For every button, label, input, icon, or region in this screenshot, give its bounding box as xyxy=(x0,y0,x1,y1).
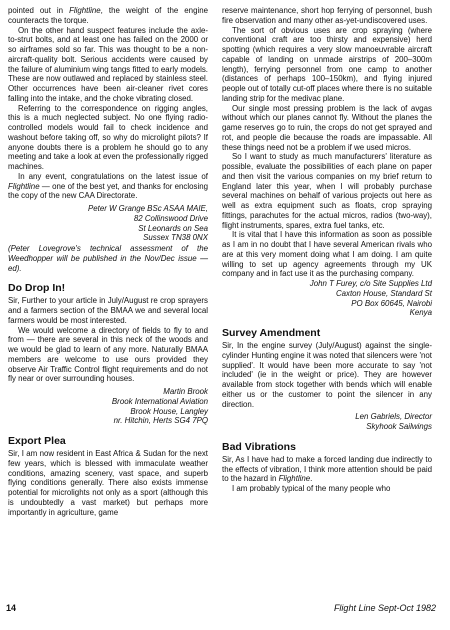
signature-line: St Leonards on Sea xyxy=(138,223,208,233)
paragraph: Sir, As I have had to make a forced landing due indirectly to the effects of vibration, I think more attention should be paid to the hazard in Flightline. xyxy=(222,454,432,484)
letter-signature xyxy=(8,387,208,426)
letter-signature xyxy=(222,412,432,432)
signature-line: 82 Collinswood Drive xyxy=(133,213,208,223)
letter-signature xyxy=(8,204,208,243)
letter-heading: Bad Vibrations xyxy=(222,440,296,453)
paragraph: It is vital that I have this information as soon as possible as I am in no doubt that I have several American rivals who are at this very moment doing what I am doing. I am quite willing to set up agency agreements through my UK company and in fact use it as the purchasing company. xyxy=(222,230,432,279)
paragraph: pointed out in Flightline, the weight of the engine counteracts the torque. xyxy=(8,6,208,25)
left-column xyxy=(8,6,208,517)
signature-line: Brook International Aviation xyxy=(111,396,208,406)
paragraph: Sir, In the engine survey (July/August) against the single-cylinder Hunting engine it was noted that silencers were 'not supplied'. It would have been more accurate to say 'not included' (ie in the weight or price). They are however available from stock together with bends which will enable either us or the customer to point the silencer in any direction. xyxy=(222,341,432,409)
paragraph: Sir, I am now resident in East Africa & Sudan for the next few years, which is blessed with immaculate weather conditions, amazing scenery, vast space, and superb flying conditions generally. There also exists immense potential for microlights not only as a sport (although this is undoubtedly a vast market) but perhaps more importantly in agriculture, game xyxy=(8,449,208,517)
paragraph: Referring to the correspondence on rigging angles, this is a much neglected subject. No one flying radio-controlled models would fail to check incidence and washout before taking off, so why do microlight pilots? If anyone doubts there is a problem he should go to any meeting and take a look at even the professionally rigged machines. xyxy=(8,103,208,171)
paragraph: So I want to study as much manufacturers' literature as possible, evaluate the possibilities of each plane on paper and then visit the various companies on my brief return to England later this year, when I will probably purchase several machines on behalf of various projects out here as well as extra equipment such as floats, crop spraying fittings, parachutes for the actual micros, radios (two-way), flight instruments, spares, extra fuel tanks, etc. xyxy=(222,152,432,230)
letter-heading: Survey Amendment xyxy=(222,327,321,339)
right-column xyxy=(222,6,432,494)
paragraph: We would welcome a directory of fields to fly to and from — there are several in this neck of the woods and we would be glad to learn of any more. Naturally BMAA members are welcome to use ours provided they observe Air Traffic Control flight requirements and do not fly near or over surrounding houses. xyxy=(8,325,208,384)
letter-heading: Do Drop In! xyxy=(8,282,66,295)
signature-line: John T Furey, c/o Site Supplies Ltd xyxy=(309,279,432,288)
paragraph: On the other hand suspect features include the axle-to-strut bolts, and at least one has failed on the 2000 or so airframes sold so far. This was thought to be a non-aircraft-quality bolt. Serious accidents were caused by the failure of aluminium wing tangs fitted to early models. These are now outlawed and replaced by stainless steel. Other occurrences have been air-cleaner rivet cores falling into the intake, and the choke vibrating closed. xyxy=(8,25,208,103)
page-number: 14 xyxy=(6,603,17,613)
signature-line: Peter W Grange BSc ASAA MAIE, xyxy=(87,204,208,213)
paragraph: Sir, Further to your article in July/August re crop sprayers and a farmers section of the BMAA we and several local farmers would be most interested. xyxy=(8,296,208,325)
paragraph: I am probably typical of the many people who xyxy=(232,484,391,493)
paragraph: reserve maintenance, short hop ferrying of personnel, bush fire observation and many other as-yet-undiscovered uses. xyxy=(222,6,432,25)
signature-line: Skyhook Sailwings xyxy=(366,422,432,431)
letter-signature xyxy=(222,279,432,318)
editor-note: (Peter Lovegrove's technical assessment of the Weedhopper will be published in the Nov/Dec issue — ed). xyxy=(8,244,208,273)
letter-heading: Export Plea xyxy=(8,435,66,447)
signature-line: Martin Brook xyxy=(163,387,208,396)
signature-line: Len Gabriels, Director xyxy=(355,412,432,422)
magazine-issue: Flight Line Sept-Oct 1982 xyxy=(333,603,436,613)
signature-line: Kenya xyxy=(409,308,432,318)
signature-line: nr. Hitchin, Herts SG4 7PQ xyxy=(113,416,208,426)
signature-line: PO Box 60645, Nairobi xyxy=(351,298,432,308)
paragraph: In any event, congratulations on the latest issue of Flightline — one of the best yet, and thanks for enclosing the copy of the new CAA Directorate. xyxy=(8,171,208,201)
signature-line: Caxton House, Standard St xyxy=(335,288,432,298)
signature-line: Brook House, Langley xyxy=(130,406,208,416)
paragraph: Our single most pressing problem is the lack of avgas without which our planes cannot fly. Without the planes the game reserves go to ruin, the crops do not get sprayed and rot, and people die because the roads are impassable. All these things need not be a problem if we used micros. xyxy=(222,103,432,152)
signature-line: Sussex TN38 0NX xyxy=(143,233,208,243)
paragraph: The sort of obvious uses are crop spraying (where conventional craft are too thirsty and expensive) herd spotting (which requires a very slow manoeuvrable aircraft capable of landing on unmade airstrips of 200–300m length), ferrying personnel from one camp to another (distances of perhaps 100–150km), and flying injured people out of totally cut-off places where there is no suitable landing strip for the medivac plane. xyxy=(222,25,432,103)
